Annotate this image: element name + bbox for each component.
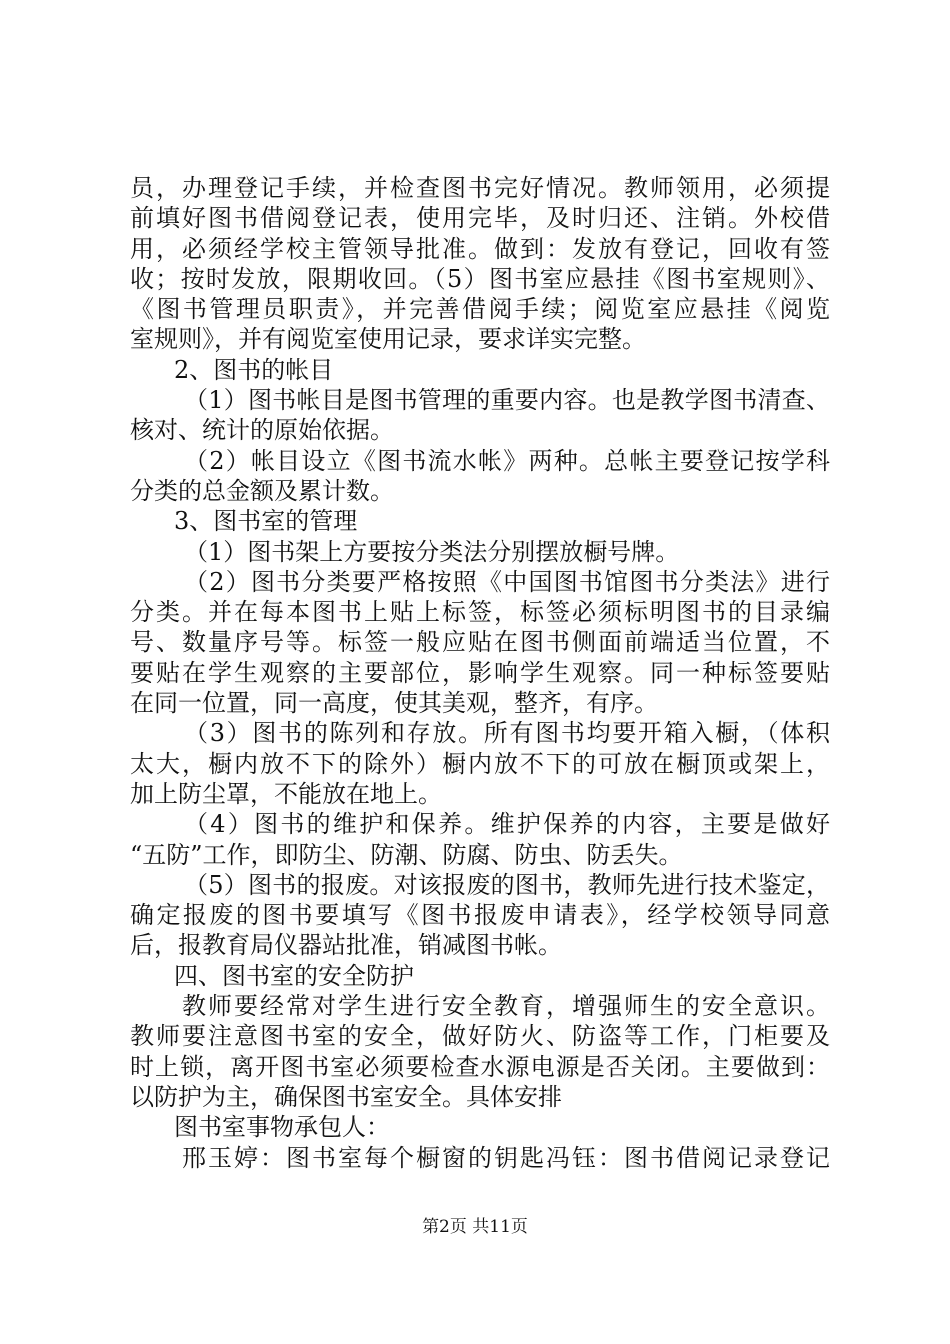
text-line: 用，必须经学校主管领导批准。做到：发放有登记，回收有签	[130, 234, 830, 263]
page-footer	[0, 1216, 950, 1238]
text-line: 分类。并在每本图书上贴上标签，标签必须标明图书的目录编	[130, 598, 830, 627]
text-line: 图书室事物承包人：	[174, 1113, 390, 1142]
page-number-label: 第2页 共11页	[422, 1217, 528, 1237]
text-line: 以防护为主，确保图书室安全。具体安排	[130, 1082, 562, 1111]
text-line: （2）帐目设立《图书流水帐》两种。总帐主要登记按学科	[184, 446, 830, 475]
text-line: 室规则》，并有阅览室使用记录，要求详实完整。	[130, 325, 646, 354]
text-line: 在同一位置，同一高度，使其美观，整齐，有序。	[130, 689, 658, 718]
text-line: 后，报教育局仪器站批准，销减图书帐。	[130, 931, 562, 960]
text-line: （4）图书的维护和保养。维护保养的内容，主要是做好	[184, 810, 830, 839]
text-line: 加上防尘罩，不能放在地上。	[130, 779, 442, 808]
text-line: “五防”工作，即防尘、防潮、防腐、防虫、防丢失。	[130, 840, 683, 869]
text-line: （1）图书架上方要按分类法分别摆放橱号牌。	[184, 537, 680, 566]
text-line: 核对、统计的原始依据。	[130, 416, 394, 445]
text-line: 员，办理登记手续，并检查图书完好情况。教师领用，必须提	[130, 174, 830, 202]
text-line: 教师要经常对学生进行安全教育，增强师生的安全意识。	[182, 992, 830, 1021]
text-line: 号、数量序号等。标签一般应贴在图书侧面前端适当位置，不	[130, 628, 830, 657]
text-line: （1）图书帐目是图书管理的重要内容。也是教学图书清查、	[184, 386, 830, 415]
text-line: 收；按时发放，限期收回。（5）图书室应悬挂《图书室规则》、	[130, 264, 830, 293]
text-line: （5）图书的报废。对该报废的图书，教师先进行技术鉴定，	[184, 870, 830, 899]
text-line: 邢玉婷：图书室每个橱窗的钥匙冯钰：图书借阅记录登记	[182, 1143, 830, 1172]
section-heading: 四、图书室的安全防护	[174, 961, 414, 990]
text-line: 时上锁，离开图书室必须要检查水源电源是否关闭。主要做到：	[130, 1052, 830, 1081]
text-line: （3）图书的陈列和存放。所有图书均要开箱入橱，（体积	[184, 719, 830, 748]
text-line: 分类的总金额及累计数。	[130, 476, 394, 505]
text-line: （2）图书分类要严格按照《中国图书馆图书分类法》进行	[184, 567, 830, 596]
text-line: 确定报废的图书要填写《图书报废申请表》，经学校领导同意	[130, 901, 830, 930]
text-line: 教师要注意图书室的安全，做好防火、防盗等工作，门柜要及	[130, 1022, 830, 1051]
section-heading: 2、图书的帐目	[174, 355, 334, 384]
text-line: 前填好图书借阅登记表，使用完毕，及时归还、注销。外校借	[130, 204, 830, 233]
section-heading: 3、图书室的管理	[174, 507, 358, 536]
text-line: 太大，橱内放不下的除外）橱内放不下的可放在橱顶或架上，	[130, 749, 830, 778]
text-line: 《图书管理员职责》，并完善借阅手续；阅览室应悬挂《阅览	[130, 295, 830, 324]
document-body	[130, 173, 830, 1173]
text-line: 要贴在学生观察的主要部位，影响学生观察。同一种标签要贴	[130, 658, 830, 687]
